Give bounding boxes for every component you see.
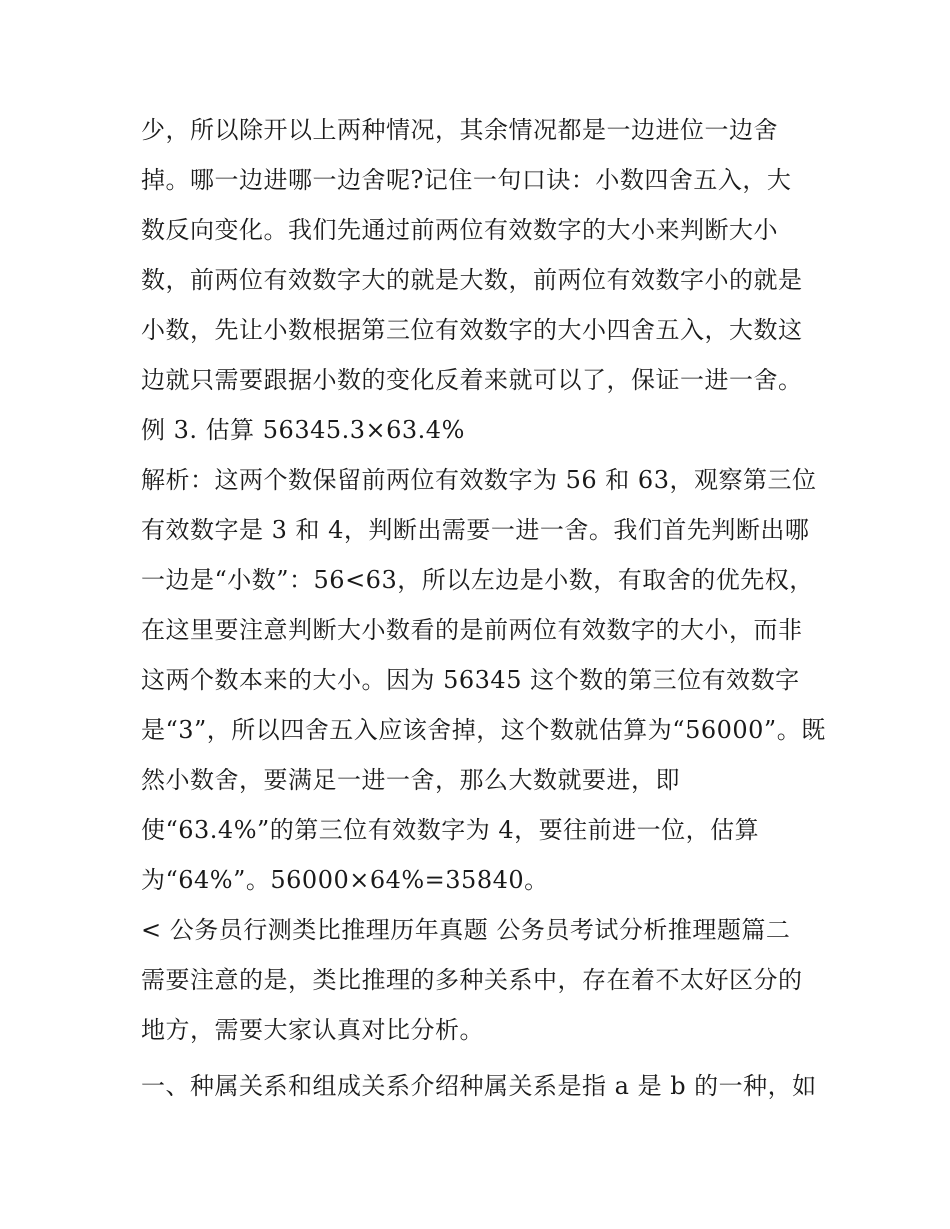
text-line: 少，所以除开以上两种情况，其余情况都是一边进位一边舍: [141, 116, 778, 144]
text-line: 一边是“小数”：56<63，所以左边是小数，有取舍的优先权，: [141, 566, 814, 594]
text-line: 小数，先让小数根据第三位有效数字的大小四舍五入，大数这: [141, 316, 803, 344]
text-line: 一、种属关系和组成关系介绍种属关系是指 a 是 b 的一种，如: [141, 1072, 817, 1100]
text-line: 掉。哪一边进哪一边舍呢?记住一句口诀：小数四舍五入，大: [141, 166, 792, 194]
text-line: 地方，需要大家认真对比分析。: [141, 1016, 484, 1044]
text-line: 解析：这两个数保留前两位有效数字为 56 和 63，观察第三位: [141, 466, 817, 494]
section-heading: < 公务员行测类比推理历年真题 公务员考试分析推理题篇二: [141, 916, 791, 944]
text-line: 是“3”，所以四舍五入应该舍掉，这个数就估算为“56000”。既: [141, 716, 826, 744]
text-line: 数反向变化。我们先通过前两位有效数字的大小来判断大小: [141, 216, 778, 244]
text-line: 数，前两位有效数字大的就是大数，前两位有效数字小的就是: [141, 266, 803, 294]
text-line: 需要注意的是，类比推理的多种关系中，存在着不太好区分的: [141, 966, 803, 994]
text-line: 有效数字是 3 和 4，判断出需要一进一舍。我们首先判断出哪: [141, 516, 810, 544]
text-line: 使“63.4%”的第三位有效数字为 4，要往前进一位，估算: [141, 816, 760, 844]
text-line: 在这里要注意判断大小数看的是前两位有效数字的大小，而非: [141, 616, 803, 644]
text-line: 然小数舍，要满足一进一舍，那么大数就要进，即: [141, 766, 680, 794]
text-line: 为“64%”。56000×64%=35840。: [141, 866, 549, 894]
text-line: 这两个数本来的大小。因为 56345 这个数的第三位有效数字: [141, 666, 800, 694]
example-heading: 例 3. 估算 56345.3×63.4%: [141, 416, 465, 444]
text-line: 边就只需要跟据小数的变化反着来就可以了，保证一进一舍。: [141, 366, 803, 394]
